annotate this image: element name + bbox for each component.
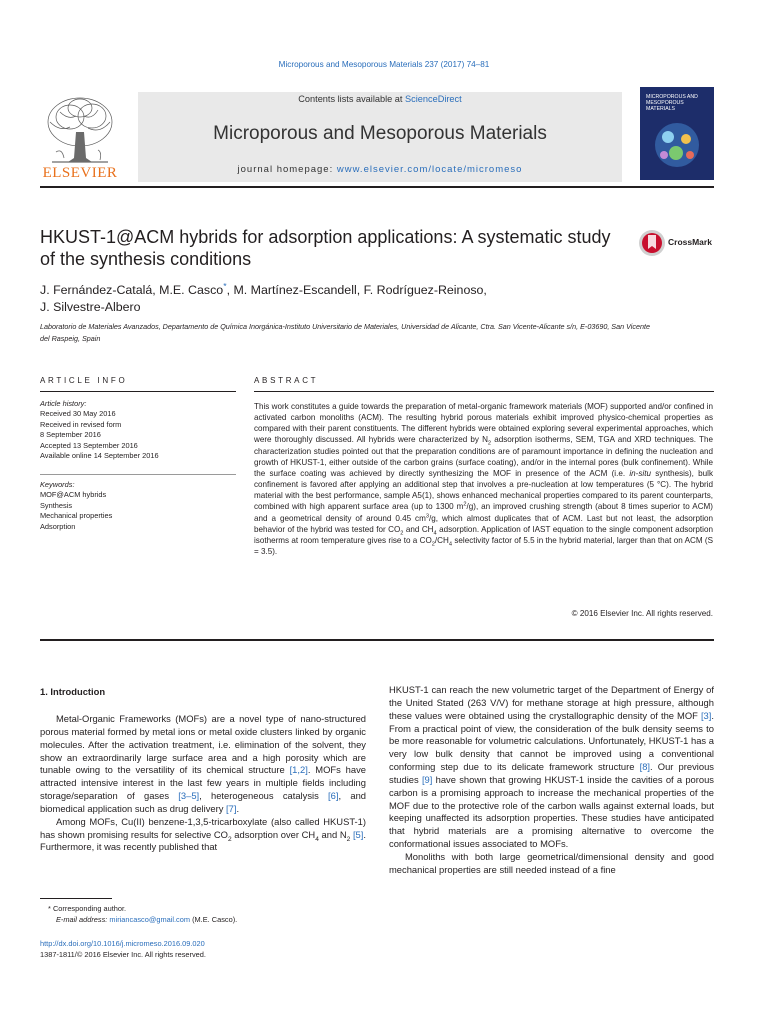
journal-homepage [138, 164, 622, 175]
article-info-rule [40, 391, 236, 392]
citation-link[interactable]: [3–5] [178, 790, 200, 802]
article-info-heading: ARTICLE INFO [40, 376, 128, 385]
email-suffix: (M.E. Casco). [190, 914, 238, 924]
footnote [40, 904, 370, 926]
history-label: Article history: [40, 399, 87, 408]
authors-rest[interactable]: , M. Martínez-Escandell, F. Rodríguez-Reinoso, [226, 283, 487, 297]
header-rule [40, 186, 714, 188]
keyword-item: Synthesis [40, 500, 73, 510]
article-history [40, 399, 236, 461]
body-column-left [40, 713, 366, 854]
abstract-heading: ABSTRACT [254, 376, 319, 385]
history-item: 8 September 2016 [40, 430, 101, 440]
contents-line [138, 94, 622, 104]
elsevier-wordmark: ELSEVIER [42, 165, 118, 181]
journal-banner [138, 92, 622, 182]
journal-cover[interactable] [640, 87, 714, 180]
issn-line: 1387-1811/© 2016 Elsevier Inc. All rights reserved. [40, 950, 206, 959]
crossmark-label: CrossMark [668, 237, 712, 247]
journal-reference[interactable]: Microporous and Mesoporous Materials 237 (2017) 74–81 [278, 60, 490, 69]
citation-link[interactable]: [5] [352, 828, 364, 840]
sciencedirect-link[interactable]: ScienceDirect [405, 94, 462, 104]
keyword-item: Adsorption [40, 521, 76, 531]
abstract-text: This work constitutes a guide towards the preparation of metal-organic framework materials (MOF) supported and/or confined in activated carbon monoliths (ACM). The resulting hybrid porous materials exhibit improved physico-chemical properties as compared with their parent constituents. The different hybrids were obtained exploring several experimental approaches, which were thoroughly discussed. All hybrids were characterized by $N_2$ adsorption isotherms, SEM, TGA and XRD techniques. The characterization studies pointed out that the preparation conditions are of paramount importance in defining the nucleation and growth of HKUST-1, either outside of the carbon grains (surface coating), and/or in the internal pores (bulk confinement). While the surface coating was achieved by directly synthesizing the MOF in presence of the ACM (i.e. in-situ synthesis), bulk confinement is favored after applying an additional step that involves a pre-nucleation at low temperatures (5 °C). The hybrid material with the best performance, sample A5(1), shows enhanced mechanical properties compared to its parent counterparts, combined with high apparent surface area (up to 1300 $m^2/g$), an improved crushing strength (about 8 times superior to ACM) and a geometrical density of around 0.45 $cm^3/g$, which almost duplicates that of ACM. Last but not least, the adsorption behavior of the hybrid was tested for $CO_2$ and $CH_4$ adsorption. Application of IAST equation to the single component adsorption isotherms at room temperature gives rise to a $CO_2/CH_4$ selectivity factor of 5.5 in the hybrid material, larger than that on ACM (S = 3.5). [254, 402, 714, 557]
authors-last[interactable]: J. Silvestre-Albero [40, 300, 141, 314]
citation-link[interactable]: [9] [421, 773, 433, 785]
cover-molecule-icon [648, 115, 706, 173]
history-item: Received in revised form [40, 419, 122, 429]
article-title: HKUST-1@ACM hybrids for adsorption applications: A systematic study of the synthesis conditions [40, 227, 611, 269]
body-paragraph: HKUST-1 can reach the new volumetric target of the Department of Energy of the United Stated (263 V/V) for methane storage at high pressure, although these values were obtained using the crystallographic density of the MOF [3]. From a practical point of view, the consideration of the bulk density seems to be more reasonable for volumetric calculations. Unfortunately, HKUST-1 has a very low bulk density that cannot be improved using a conventional conforming step due to its delicate framework structure [8]. Our previous studies [9] have shown that growing HKUST-1 inside the cavities of a porous carbon is a promising approach to increase the mechanical properties of the MOF due to the protective role of the carbon walls against external loads, but keeping unaffected its adsorption properties. These studies have anticipated that hybrid materials are a promising alternative to overcome the conformational issues associated to MOFs. [389, 684, 714, 850]
affiliation: Laboratorio de Materiales Avanzados, Departamento de Química Inorgánica-Instituto Universitario de Materiales, Universidad de Alicante, Ctra. San Vicente-Alicante s/n, E-03690, San Vicente del Raspeig, Spain [40, 322, 650, 343]
authors-first[interactable]: J. Fernández-Catalá, M.E. Casco [40, 283, 224, 297]
doi-link[interactable]: http://dx.doi.org/10.1016/j.micromeso.2016.09.020 [40, 939, 205, 948]
homepage-prefix: journal homepage: [237, 164, 337, 175]
keyword-item: MOF@ACM hybrids [40, 490, 107, 500]
citation-link[interactable]: [8] [639, 761, 651, 773]
history-item: Accepted 13 September 2016 [40, 440, 138, 450]
citation-link[interactable]: [7] [226, 802, 237, 814]
history-item: Received 30 May 2016 [40, 409, 116, 419]
author-list [40, 282, 660, 316]
abstract-bottom-rule [40, 639, 714, 641]
body-paragraph: Among MOFs, Cu(II) benzene-1,3,5-tricarboxylate (also called HKUST-1) has shown promising results for selective $CO_2$ adsorption over $CH_4$ and $N_2$ [5]. Furthermore, it was recently published that [40, 815, 366, 853]
citation-link[interactable]: [1,2] [289, 764, 308, 776]
homepage-link[interactable]: www.elsevier.com/locate/micromeso [336, 164, 523, 175]
crossmark-icon [638, 229, 666, 257]
abstract-rule [254, 391, 714, 392]
footnote-corresponding: Corresponding author. [50, 904, 127, 913]
keywords-block [40, 480, 236, 532]
keywords-label: Keywords: [40, 480, 75, 489]
corresponding-author-mark[interactable]: * [223, 280, 227, 291]
crossmark-badge[interactable] [638, 229, 716, 257]
footnote-rule [40, 898, 112, 899]
citation-link[interactable]: [3] [700, 709, 712, 721]
author-email-link[interactable]: miriancasco@gmail.com [109, 914, 191, 924]
body-column-right [389, 684, 714, 877]
body-paragraph: Monoliths with both large geometrical/dimensional density and good mechanical properties are still needed instead of a fine [389, 850, 714, 875]
keywords-rule [40, 474, 236, 475]
contents-prefix: Contents lists available at [298, 94, 406, 104]
history-item: Available online 14 September 2016 [40, 451, 159, 461]
citation-link[interactable]: [6] [328, 790, 339, 802]
journal-title: Microporous and Mesoporous Materials [213, 123, 547, 144]
cover-title: MICROPOROUS AND MESOPOROUS MATERIALS [646, 94, 698, 112]
footnote-mark: * [48, 904, 51, 913]
doi-block [40, 938, 370, 960]
keyword-item: Mechanical properties [40, 511, 113, 521]
email-label: E-mail address: [56, 914, 110, 924]
abstract-copyright: © 2016 Elsevier Inc. All rights reserved. [571, 609, 713, 618]
elsevier-logo [40, 92, 120, 182]
body-paragraph: Metal-Organic Frameworks (MOFs) are a novel type of nano-structured porous material formed by metal ions or metal oxide clusters linked by organic molecules. After the activation treatment, i.e. elimination of the solvent, they show an extraordinarily large surface area and a high porosity which are tunable owing to the versatility of its chemical structure [1,2]. MOFs have attracted intensive interest in the last few years in multiple fields including storage/separation of gases [3–5], heterogeneous catalysis [6], and biomedical application such as drug delivery [7]. [40, 713, 366, 814]
section-heading-introduction: 1. Introduction [40, 686, 106, 697]
